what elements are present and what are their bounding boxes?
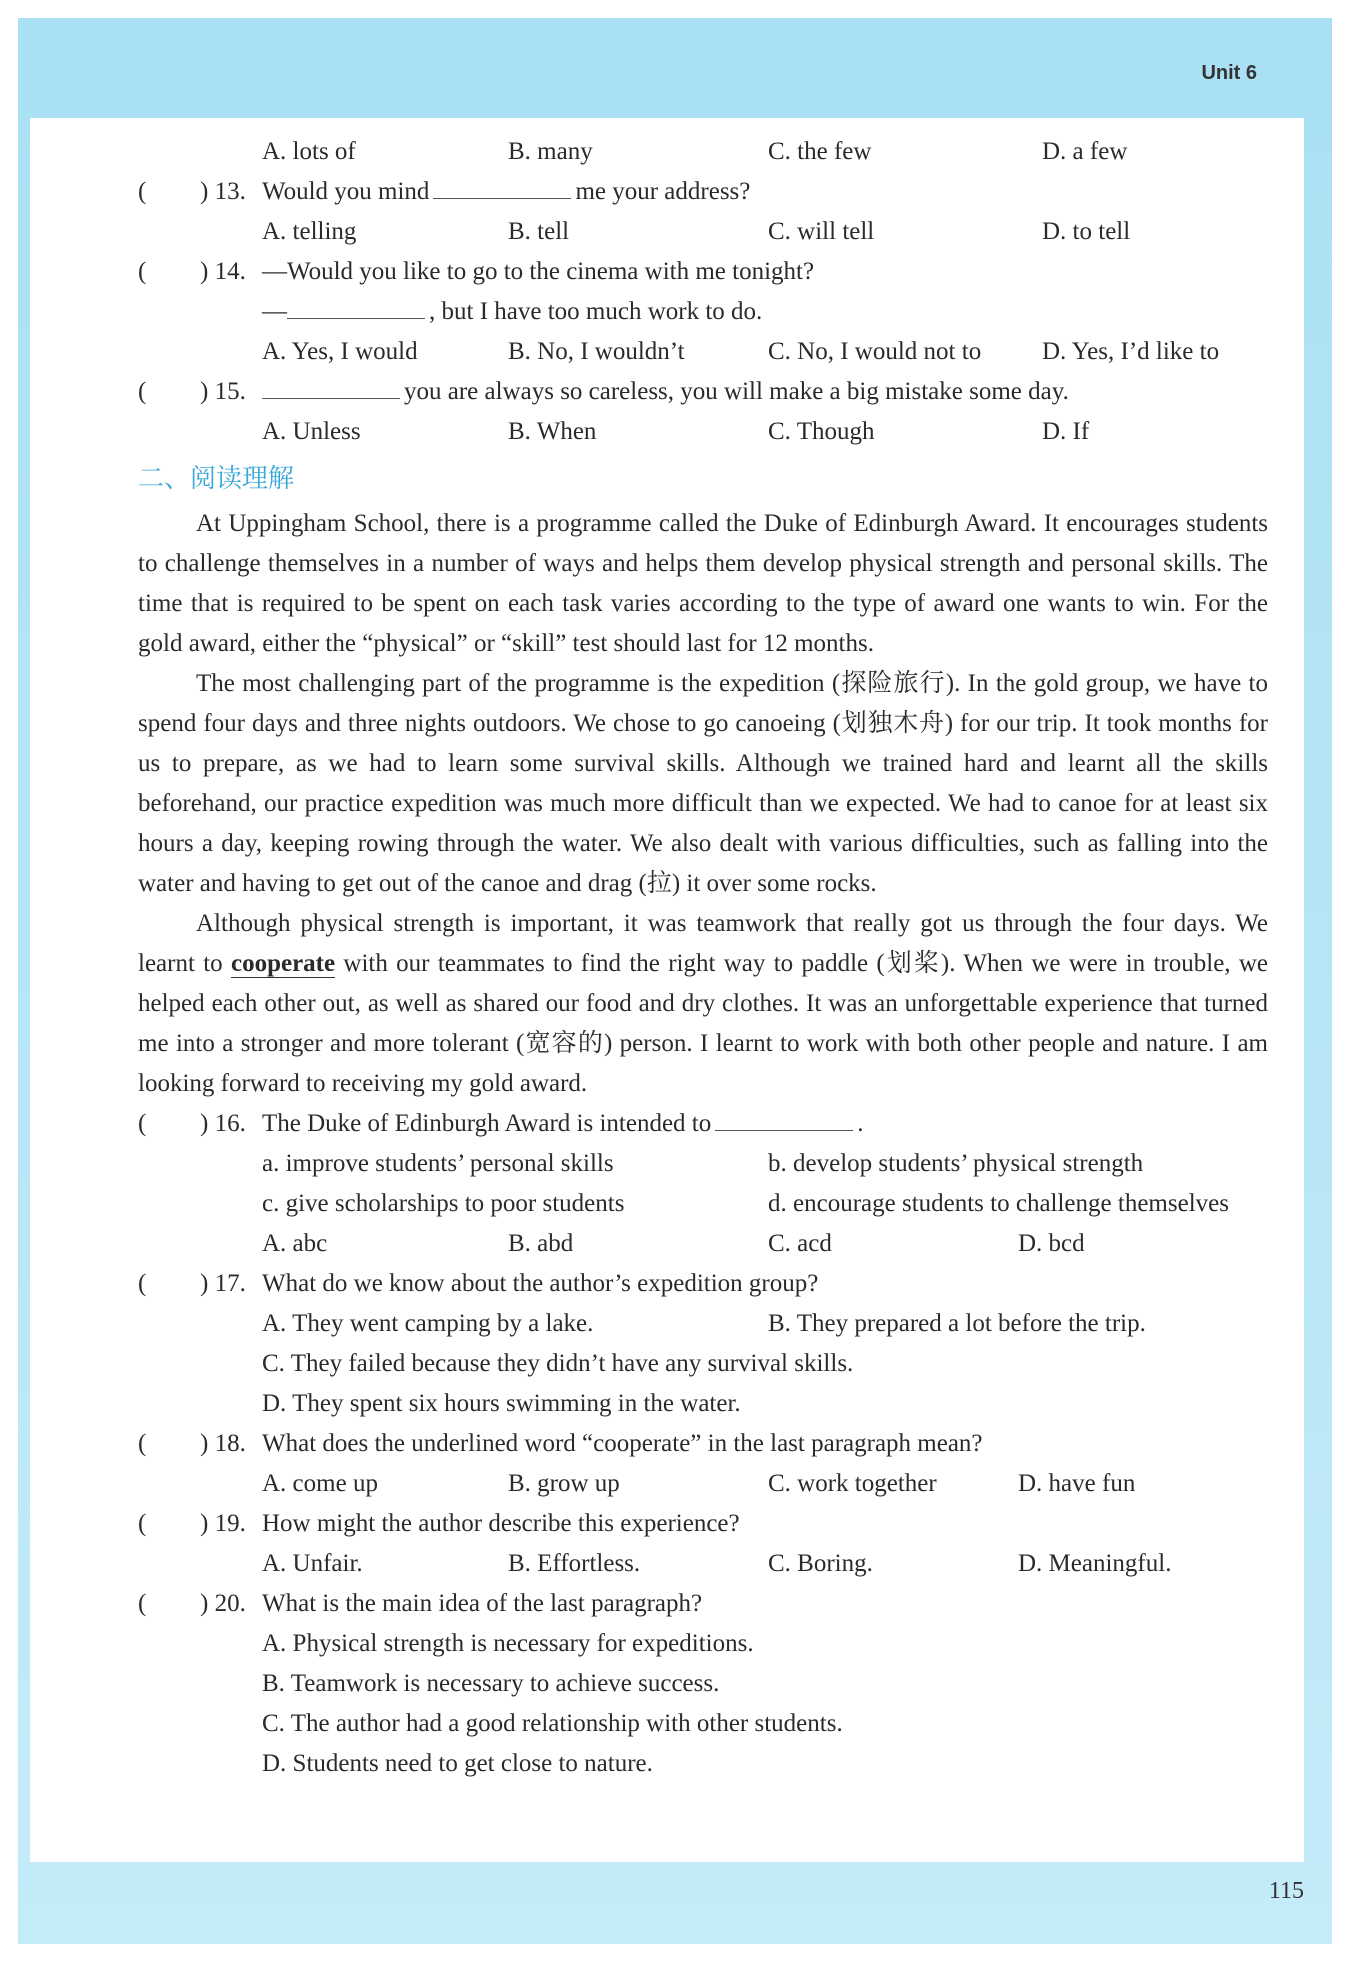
answer-blank[interactable] <box>262 376 400 399</box>
q19-option-a: A. Unfair. <box>262 1550 363 1577</box>
reading-passage <box>138 504 1268 1104</box>
q12-options <box>138 132 1268 172</box>
q15-option-c: C. Though <box>768 418 875 445</box>
answer-paren-open: ( <box>138 1110 147 1137</box>
answer-paren-open: ( <box>138 1590 147 1617</box>
q15-stem <box>138 372 1268 412</box>
q18-options <box>138 1464 1268 1504</box>
q20-option-c: C. The author had a good relationship with other students. <box>262 1710 843 1737</box>
question-text: What does the underlined word “cooperate” in the last paragraph mean? <box>262 1430 983 1457</box>
q18-option-d: D. have fun <box>1018 1470 1136 1497</box>
q16-sub-a: a. improve students’ personal skills <box>262 1150 614 1177</box>
q12-option-a: A. lots of <box>262 138 356 165</box>
q15-option-a: A. Unless <box>262 418 361 445</box>
passage-paragraph-2: The most challenging part of the programme is the expedition (探险旅行). In the gold group, we have to spend four days and three nights outdoors. We chose to go canoeing (划独木舟) for our trip. It took months for us to prepare, as we had to learn some survival skills. Although we trained hard and learnt all the skills beforehand, our practice expedition was much more difficult than we expected. We had to canoe for at least six hours a day, keeping rowing through the water. We also dealt with various difficulties, such as falling into the water and having to get out of the canoe and drag (拉) it over some rocks. <box>138 670 1268 897</box>
question-number: ) 18. <box>200 1430 246 1457</box>
q17-option-d: D. They spent six hours swimming in the water. <box>262 1390 741 1417</box>
answer-paren-open: ( <box>138 178 147 205</box>
q16-option-d: D. bcd <box>1018 1230 1085 1257</box>
q20-option-a: A. Physical strength is necessary for expeditions. <box>262 1630 754 1657</box>
question-text: you are always so careless, you will make a big mistake some day. <box>262 372 1069 412</box>
q13-options <box>138 212 1268 252</box>
q16-option-b: B. abd <box>508 1230 574 1257</box>
question-text: Would you mind me your address? <box>262 178 751 205</box>
q20-option-b: B. Teamwork is necessary to achieve success. <box>262 1670 720 1697</box>
q19-option-b: B. Effortless. <box>508 1550 641 1577</box>
q16-sub-b: b. develop students’ physical strength <box>768 1150 1144 1177</box>
answer-blank[interactable] <box>715 1108 853 1131</box>
answer-paren-open: ( <box>138 1430 147 1457</box>
q16-sub-c: c. give scholarships to poor students <box>262 1190 625 1217</box>
q20-stem <box>138 1584 1268 1624</box>
q17-option-c: C. They failed because they didn’t have any survival skills. <box>262 1350 854 1377</box>
q13-option-c: C. will tell <box>768 218 875 245</box>
q17-option-b: B. They prepared a lot before the trip. <box>768 1310 1146 1337</box>
q13-stem <box>138 172 1268 212</box>
q19-option-c: C. Boring. <box>768 1550 873 1577</box>
q16-sub-row-1 <box>138 1144 1268 1184</box>
q15-option-d: D. If <box>1042 418 1090 445</box>
q20-option-row-c <box>138 1704 1268 1744</box>
q20-option-row-a <box>138 1624 1268 1664</box>
q12-option-c: C. the few <box>768 138 872 165</box>
q14-options <box>138 332 1268 372</box>
section-title: 二、阅读理解 <box>138 464 295 494</box>
q14-stem <box>138 252 1268 292</box>
question-number: ) 13. <box>200 178 246 205</box>
worksheet-content <box>138 132 1268 1784</box>
q14-option-b: B. No, I wouldn’t <box>508 338 685 365</box>
question-number: ) 19. <box>200 1510 246 1537</box>
q15-option-b: B. When <box>508 418 597 445</box>
question-number: ) 14. <box>200 258 246 285</box>
q16-sub-d: d. encourage students to challenge themselves <box>768 1190 1229 1217</box>
q18-stem <box>138 1424 1268 1464</box>
q17-options-row-1 <box>138 1304 1268 1344</box>
q17-stem <box>138 1264 1268 1304</box>
q13-option-b: B. tell <box>508 218 570 245</box>
q16-option-a: A. abc <box>262 1230 328 1257</box>
q20-option-row-b <box>138 1664 1268 1704</box>
q19-stem <box>138 1504 1268 1544</box>
question-text: —Would you like to go to the cinema with me tonight? <box>262 258 815 285</box>
reply-text: — , but I have too much work to do. <box>262 298 763 325</box>
q16-sub-row-2 <box>138 1184 1268 1224</box>
answer-blank[interactable] <box>433 176 571 199</box>
question-text: How might the author describe this experience? <box>262 1510 740 1537</box>
question-number: ) 16. <box>200 1110 246 1137</box>
q20-option-row-d <box>138 1744 1268 1784</box>
question-number: ) 15. <box>200 378 246 405</box>
passage-paragraph-1: At Uppingham School, there is a programme called the Duke of Edinburgh Award. It encourages students to challenge themselves in a number of ways and helps them develop physical strength and personal skills. The time that is required to be spent on each task varies according to the type of award one wants to win. For the gold award, either the “physical” or “skill” test should last for 12 months. <box>138 510 1268 657</box>
q20-option-d: D. Students need to get close to nature. <box>262 1750 653 1777</box>
q14-reply <box>138 292 1268 332</box>
passage-paragraph-3: Although physical strength is important, it was teamwork that really got us through the four days. We learnt to cooperate with our teammates to find the right way to paddle (划桨). When we were in trouble, we helped each other out, as well as shared our food and dry clothes. It was an unforgettable experience that turned me into a stronger and more tolerant (宽容的) person. I learnt to work with both other people and nature. I am looking forward to receiving my gold award. <box>138 910 1268 1097</box>
answer-paren-open: ( <box>138 258 147 285</box>
q13-option-d: D. to tell <box>1042 218 1131 245</box>
question-text: The Duke of Edinburgh Award is intended to . <box>262 1110 864 1137</box>
q18-option-b: B. grow up <box>508 1470 620 1497</box>
answer-paren-open: ( <box>138 1270 147 1297</box>
q17-options-row-2 <box>138 1344 1268 1384</box>
q18-option-c: C. work together <box>768 1470 937 1497</box>
unit-label: Unit 6 <box>1201 62 1257 84</box>
answer-blank[interactable] <box>287 296 425 319</box>
q16-option-c: C. acd <box>768 1230 832 1257</box>
question-text: What do we know about the author’s expedition group? <box>262 1270 819 1297</box>
q15-options <box>138 412 1268 452</box>
question-text: What is the main idea of the last paragraph? <box>262 1590 703 1617</box>
q17-option-a: A. They went camping by a lake. <box>262 1310 594 1337</box>
underlined-word: cooperate <box>230 950 336 977</box>
answer-paren-open: ( <box>138 378 147 405</box>
answer-paren-open: ( <box>138 1510 147 1537</box>
q18-option-a: A. come up <box>262 1470 378 1497</box>
q14-option-c: C. No, I would not to <box>768 338 982 365</box>
q16-stem <box>138 1104 1268 1144</box>
q19-options <box>138 1544 1268 1584</box>
page-number: 115 <box>1268 1878 1304 1904</box>
question-number: ) 17. <box>200 1270 246 1297</box>
question-number: ) 20. <box>200 1590 246 1617</box>
q12-option-d: D. a few <box>1042 138 1128 165</box>
q12-option-b: B. many <box>508 138 593 165</box>
q17-options-row-3 <box>138 1384 1268 1424</box>
q14-option-d: D. Yes, I’d like to <box>1042 338 1220 365</box>
q16-options <box>138 1224 1268 1264</box>
q13-option-a: A. telling <box>262 218 357 245</box>
q14-option-a: A. Yes, I would <box>262 338 418 365</box>
q19-option-d: D. Meaningful. <box>1018 1550 1172 1577</box>
